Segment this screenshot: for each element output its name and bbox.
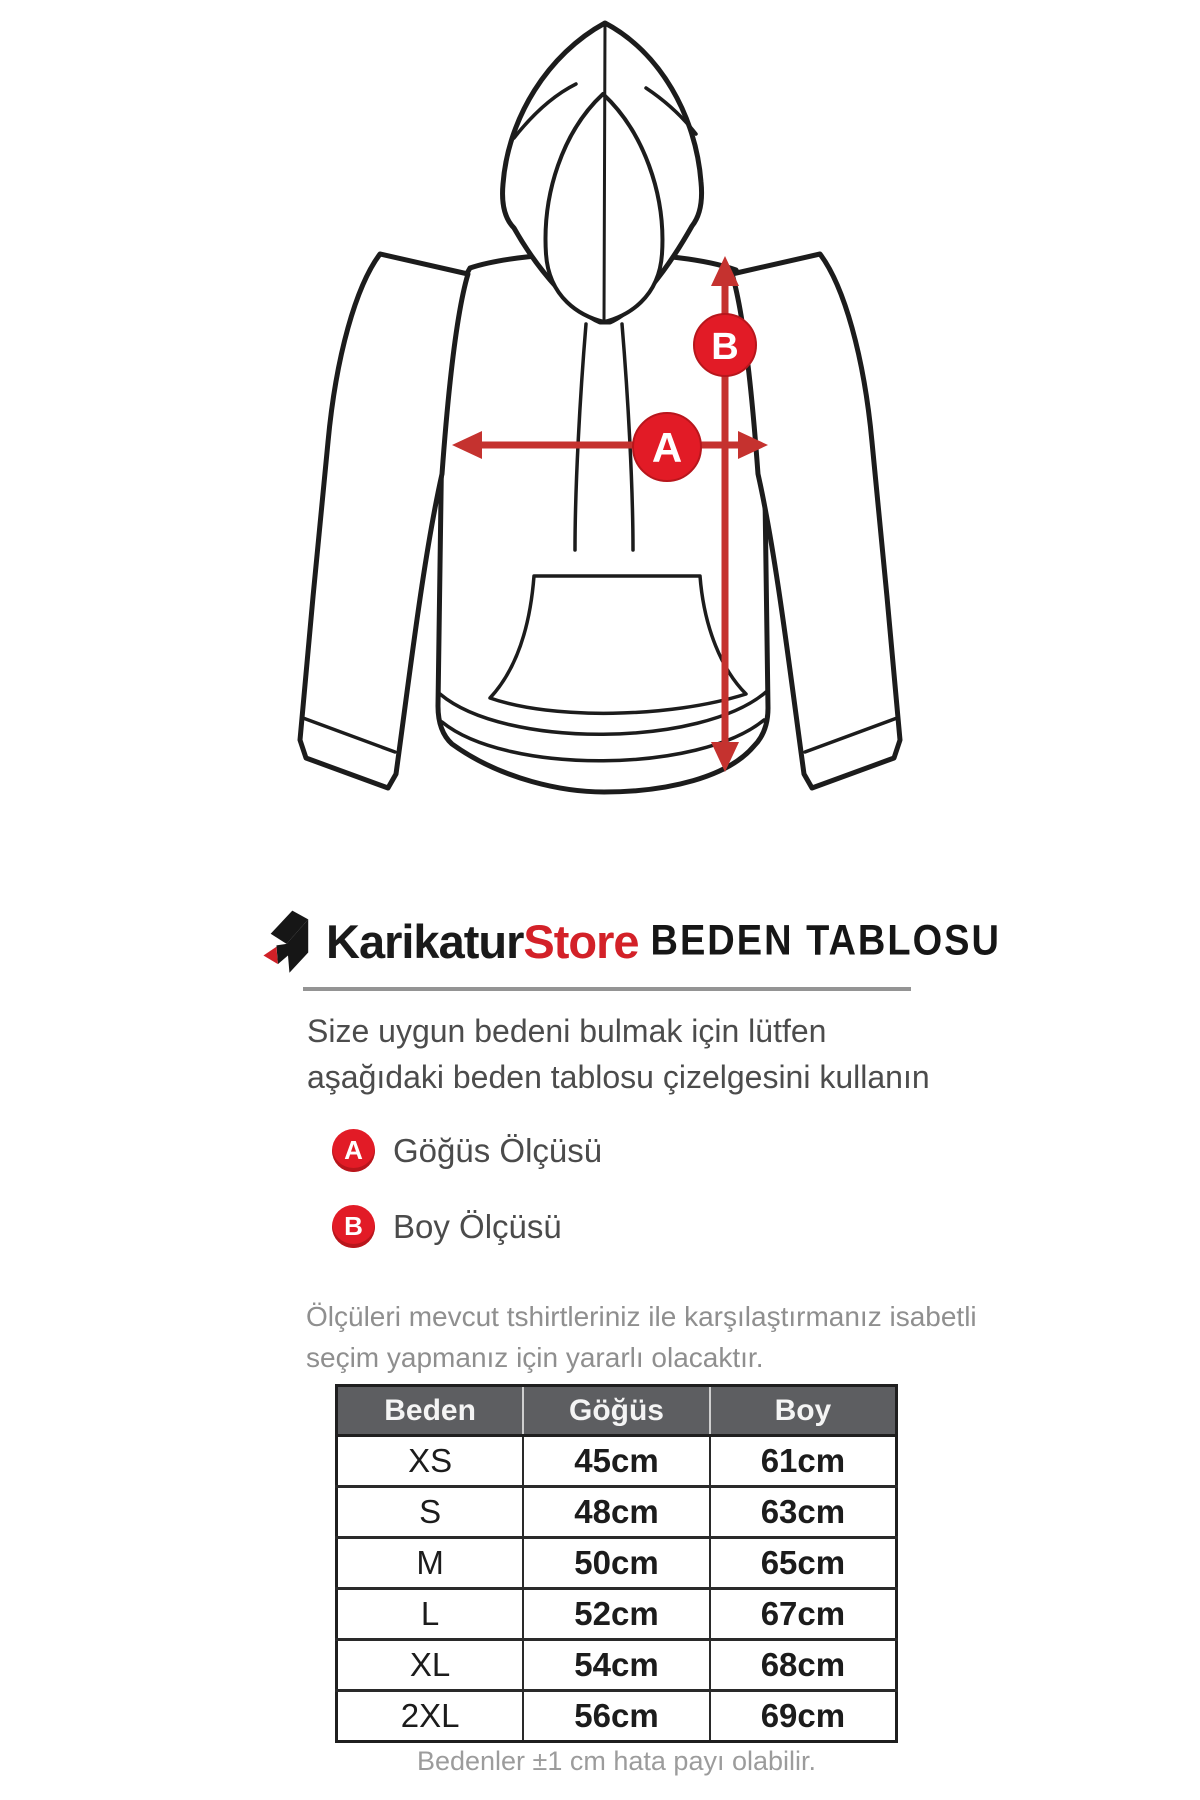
column-header-boy: Boy [710,1386,897,1436]
table-cell: XL [337,1640,524,1691]
table-cell: 63cm [710,1487,897,1538]
size-table-header-row [337,1386,897,1436]
table-cell: 2XL [337,1691,524,1742]
table-cell: XS [337,1436,524,1487]
brand-title: BEDEN TABLOSU [650,916,1001,964]
table-row [337,1436,897,1487]
table-cell: 67cm [710,1589,897,1640]
brand-name-accent: Store [523,914,639,968]
brand-header [262,898,1001,984]
intro-line: aşağıdaki beden tablosu çizelgesini kullanın [307,1059,930,1095]
table-cell: S [337,1487,524,1538]
table-cell: 61cm [710,1436,897,1487]
size-table-body [337,1436,897,1742]
table-cell: 56cm [523,1691,710,1742]
size-table-head [337,1386,897,1436]
legend-badge-a: A [332,1129,375,1172]
legend-item-chest [332,1129,602,1172]
table-cell: 52cm [523,1589,710,1640]
table-cell: 68cm [710,1640,897,1691]
table-cell: 50cm [523,1538,710,1589]
divider [303,987,911,991]
legend-label-chest: Göğüs Ölçüsü [393,1131,603,1169]
intro-paragraph [307,1008,930,1100]
column-header-beden: Beden [337,1386,524,1436]
table-cell: 45cm [523,1436,710,1487]
table-cell: M [337,1538,524,1589]
table-cell: 48cm [523,1487,710,1538]
note-line: seçim yapmanız için yararlı olacaktır. [306,1342,764,1373]
column-header-gogus: Göğüs [523,1386,710,1436]
table-row [337,1640,897,1691]
intro-line: Size uygun bedeni bulmak için lütfen [307,1013,827,1049]
table-row [337,1538,897,1589]
table-cell: 54cm [523,1640,710,1691]
comparison-note [306,1296,977,1378]
legend-badge-b: B [332,1205,375,1248]
table-row [337,1589,897,1640]
karikaturstore-logo-icon [262,905,314,977]
table-cell: 65cm [710,1538,897,1589]
note-line: Ölçüleri mevcut tshirtleriniz ile karşılaştırmanız isabetli [306,1301,977,1332]
hood-center-line [604,23,605,322]
hoodie-line-art [270,6,930,800]
legend-item-length [332,1205,562,1248]
legend-label-length: Boy Ölçüsü [393,1207,562,1245]
table-row [337,1691,897,1742]
table-cell: 69cm [710,1691,897,1742]
size-table [335,1384,898,1743]
table-cell: L [337,1589,524,1640]
marker-b-label: B [711,326,739,368]
marker-a-label: A [651,424,683,471]
brand-name-primary: Karikatur [326,914,524,968]
brand-name [326,914,639,969]
table-row [337,1487,897,1538]
hoodie-measurement-diagram [270,6,930,800]
tolerance-note: Bedenler ±1 cm hata payı olabilir. [416,1746,817,1776]
